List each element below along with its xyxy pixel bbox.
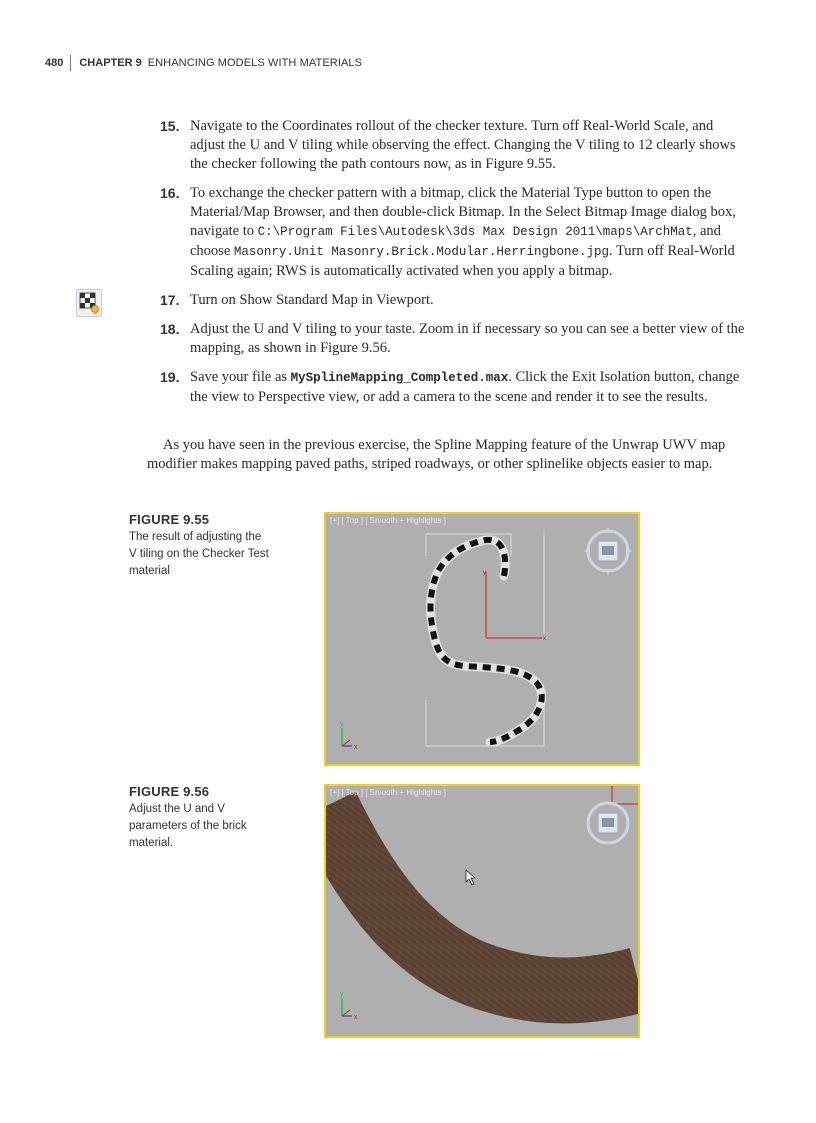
step-list (160, 117, 750, 417)
step-text: , and choose (190, 223, 721, 259)
figure-9-56-caption (129, 784, 269, 852)
save-filename: MySplineMapping_Completed.max (290, 371, 509, 385)
figure-9-55-caption (129, 512, 269, 580)
bitmap-filename: Masonry.Unit Masonry.Brick.Modular.Herringbone.jpg (233, 245, 609, 259)
step-text: Adjust the U and V tiling to your taste. Zoom in if necessary so you can see a better view of the mapping, as shown in Figure 9.56. (190, 321, 745, 356)
step-15 (160, 117, 750, 174)
axis-x-label: x (354, 1014, 358, 1021)
body-paragraph: As you have seen in the previous exercise, the Spline Mapping feature of the Unwrap UWV map modifier makes mapping paved paths, striped roadways, or other splinelike objects easier to map. (147, 437, 726, 472)
folder-path: C:\Program Files\Autodesk\3ds Max Design 2011\maps\ArchMat (257, 225, 693, 239)
figure-9-55-viewport (324, 512, 640, 766)
figure-label: FIGURE 9.55 (129, 512, 210, 527)
figure-9-56-viewport (324, 784, 640, 1038)
step-text: To exchange the checker pattern with a bitmap, click the Material Type button to open the Material/Map Browser, and then double-click Bitmap. In the Select Bitmap Image dialog box, navigate to (190, 185, 736, 239)
cursor-icon (466, 870, 475, 885)
step-text: . Click the Exit Isolation button, change the view to Perspective view, or add a camera to the scene and render it to see the results. (190, 369, 740, 405)
chapter-title: ENHANCING MODELS WITH MATERIALS (147, 57, 363, 69)
figure-caption-text: The result of adjusting the V tiling on the Checker Test material (129, 531, 269, 577)
step-number: 18. (160, 321, 180, 337)
show-standard-map-icon (76, 289, 102, 317)
step-text: Navigate to the Coordinates rollout of the checker texture. Turn off Real-World Scale, and adjust the U and V tiling while observing the effect. Changing the V tiling to 12 clearly shows the checker following the path contours now, as in Figure 9.55. (190, 118, 736, 172)
axis-y-label: y (340, 991, 344, 998)
step-text: Turn on Show Standard Map in Viewport. (190, 292, 434, 308)
axis-y-label: y (340, 721, 344, 728)
step-text: Save your file as (190, 369, 291, 385)
svg-text:y: y (483, 570, 486, 576)
axis-x-label: x (354, 744, 358, 751)
chapter-label: CHAPTER 9 (79, 57, 142, 69)
viewport-label: [+] [ Top ] [ Smooth + Highlights ] (330, 516, 446, 525)
step-18 (160, 320, 750, 358)
step-17 (160, 291, 750, 310)
step-number: 17. (160, 292, 180, 308)
viewport-label: [+] [ Top ] [ Smooth + Highlights ] (330, 788, 446, 797)
step-19 (160, 368, 750, 407)
header-divider (70, 55, 71, 71)
step-number: 16. (160, 185, 180, 201)
step-number: 15. (160, 118, 180, 134)
figure-label: FIGURE 9.56 (129, 784, 210, 799)
step-16 (160, 184, 750, 281)
svg-text:x: x (543, 636, 546, 642)
step-text: . Turn off Real-World Scaling again; RWS is automatically activated when you apply a bitmap. (190, 243, 735, 279)
page-number: 480 (45, 57, 64, 69)
step-number: 19. (160, 369, 180, 385)
running-header (45, 55, 362, 71)
figure-caption-text: Adjust the U and V parameters of the brick material. (129, 803, 247, 849)
